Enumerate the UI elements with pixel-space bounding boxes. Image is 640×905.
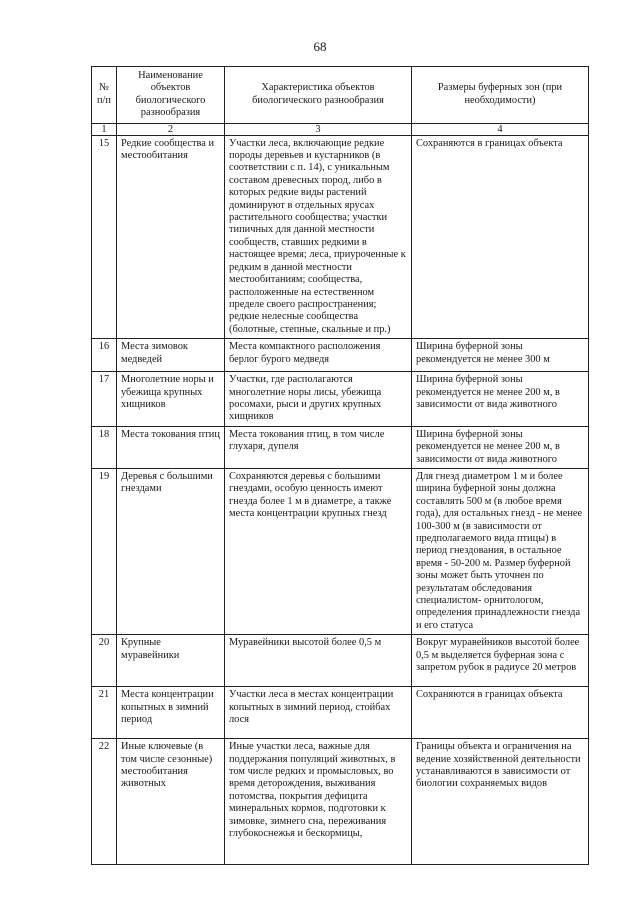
row-name: Крупные муравейники (117, 635, 225, 687)
row-name: Многолетние норы и убежища крупных хищников (117, 372, 225, 427)
row-num: 22 (92, 739, 117, 865)
row-characteristic: Участки леса, включающие редкие породы деревьев и кустарников (в соответствии с п. 14), с уникальным составом древесных пород, либо в которых редкие виды растений доминируют в отдельных ярусах растительного сообщества; участки типичных для данной местности сообществ, ставших редкими в настоящее время; леса, приуроченные к редким в данной местности местообитаниям; сообщества, расположенные на естественном пределе своего распространения; редкие нелесные сообщества (болотные, степные, скальные и пр.) (225, 135, 412, 339)
row-buffer: Сохраняются в границах объекта (412, 135, 589, 339)
row-buffer: Вокруг муравейников высотой более 0,5 м выделяется буферная зона с запретом рубок в радиусе 20 метров (412, 635, 589, 687)
table-header-row (92, 67, 589, 124)
row-name: Места токования птиц (117, 426, 225, 468)
row-characteristic: Сохраняются деревья с большими гнездами, особую ценность имеют гнезда более 1 м в диаметре, а также места концентрации крупных гнезд (225, 468, 412, 634)
row-characteristic: Места токования птиц, в том числе глухаря, дупеля (225, 426, 412, 468)
row-buffer: Ширина буферной зоны рекомендуется не менее 200 м, в зависимости от вида животного (412, 372, 589, 427)
row-name: Редкие сообщества и местообитания (117, 135, 225, 339)
header-name: Наименование объектов биологического разнообразия (117, 67, 225, 124)
row-characteristic: Места компактного расположения берлог бурого медведя (225, 339, 412, 372)
table-row (92, 372, 589, 427)
biodiversity-table (91, 66, 589, 865)
column-number: 1 (92, 123, 117, 135)
row-buffer: Ширина буферной зоны рекомендуется не менее 200 м, в зависимости от вида животного (412, 426, 589, 468)
row-num: 19 (92, 468, 117, 634)
header-buffer: Размеры буферных зон (при необходимости) (412, 67, 589, 124)
table-row (92, 739, 589, 865)
table-row (92, 687, 589, 739)
row-characteristic: Муравейники высотой более 0,5 м (225, 635, 412, 687)
row-num: 18 (92, 426, 117, 468)
header-num: № п/п (92, 67, 117, 124)
row-buffer: Сохраняются в границах объекта (412, 687, 589, 739)
table-row (92, 135, 589, 339)
row-num: 15 (92, 135, 117, 339)
row-name: Места концентрации копытных в зимний период (117, 687, 225, 739)
row-characteristic: Участки, где располагаются многолетние норы лисы, убежища росомахи, рыси и других крупных хищников (225, 372, 412, 427)
table-row (92, 635, 589, 687)
table-row (92, 339, 589, 372)
header-characteristic: Характеристика объектов биологического разнообразия (225, 67, 412, 124)
column-number: 2 (117, 123, 225, 135)
row-num: 17 (92, 372, 117, 427)
column-number: 4 (412, 123, 589, 135)
row-name: Деревья с большими гнездами (117, 468, 225, 634)
row-name: Иные ключевые (в том числе сезонные) местообитания животных (117, 739, 225, 865)
page-number: 68 (313, 39, 327, 54)
row-num: 20 (92, 635, 117, 687)
row-num: 16 (92, 339, 117, 372)
row-name: Места зимовок медведей (117, 339, 225, 372)
row-buffer: Ширина буферной зоны рекомендуется не менее 300 м (412, 339, 589, 372)
row-buffer: Для гнезд диаметром 1 м и более ширина буферной зоны должна составлять 500 м (в любое время года), для остальных гнезд - не менее 100-300 м (в зависимости от предполагаемого вида птицы) в период гнездования, в остальное время - 50-200 м. Размер буферной зоны может быть уточнен по результатам обследования специалистом- орнитологом, определения принадлежности гнезда и его статуса (412, 468, 589, 634)
row-buffer: Границы объекта и ограничения на ведение хозяйственной деятельности устанавливаются в зависимости от биологии сохраняемых видов (412, 739, 589, 865)
row-characteristic: Иные участки леса, важные для поддержания популяций животных, в том числе редких и промысловых, во время деторождения, выживания потомства, покрытия дефицита минеральных кормов, подготовки к зимовке, зимнего сна, переживания глубокоснежья и бескормицы, (225, 739, 412, 865)
row-characteristic: Участки леса в местах концентрации копытных в зимний период, стойбах лося (225, 687, 412, 739)
column-number: 3 (225, 123, 412, 135)
row-num: 21 (92, 687, 117, 739)
column-number-row (92, 123, 589, 135)
table-row (92, 426, 589, 468)
table-row (92, 468, 589, 634)
